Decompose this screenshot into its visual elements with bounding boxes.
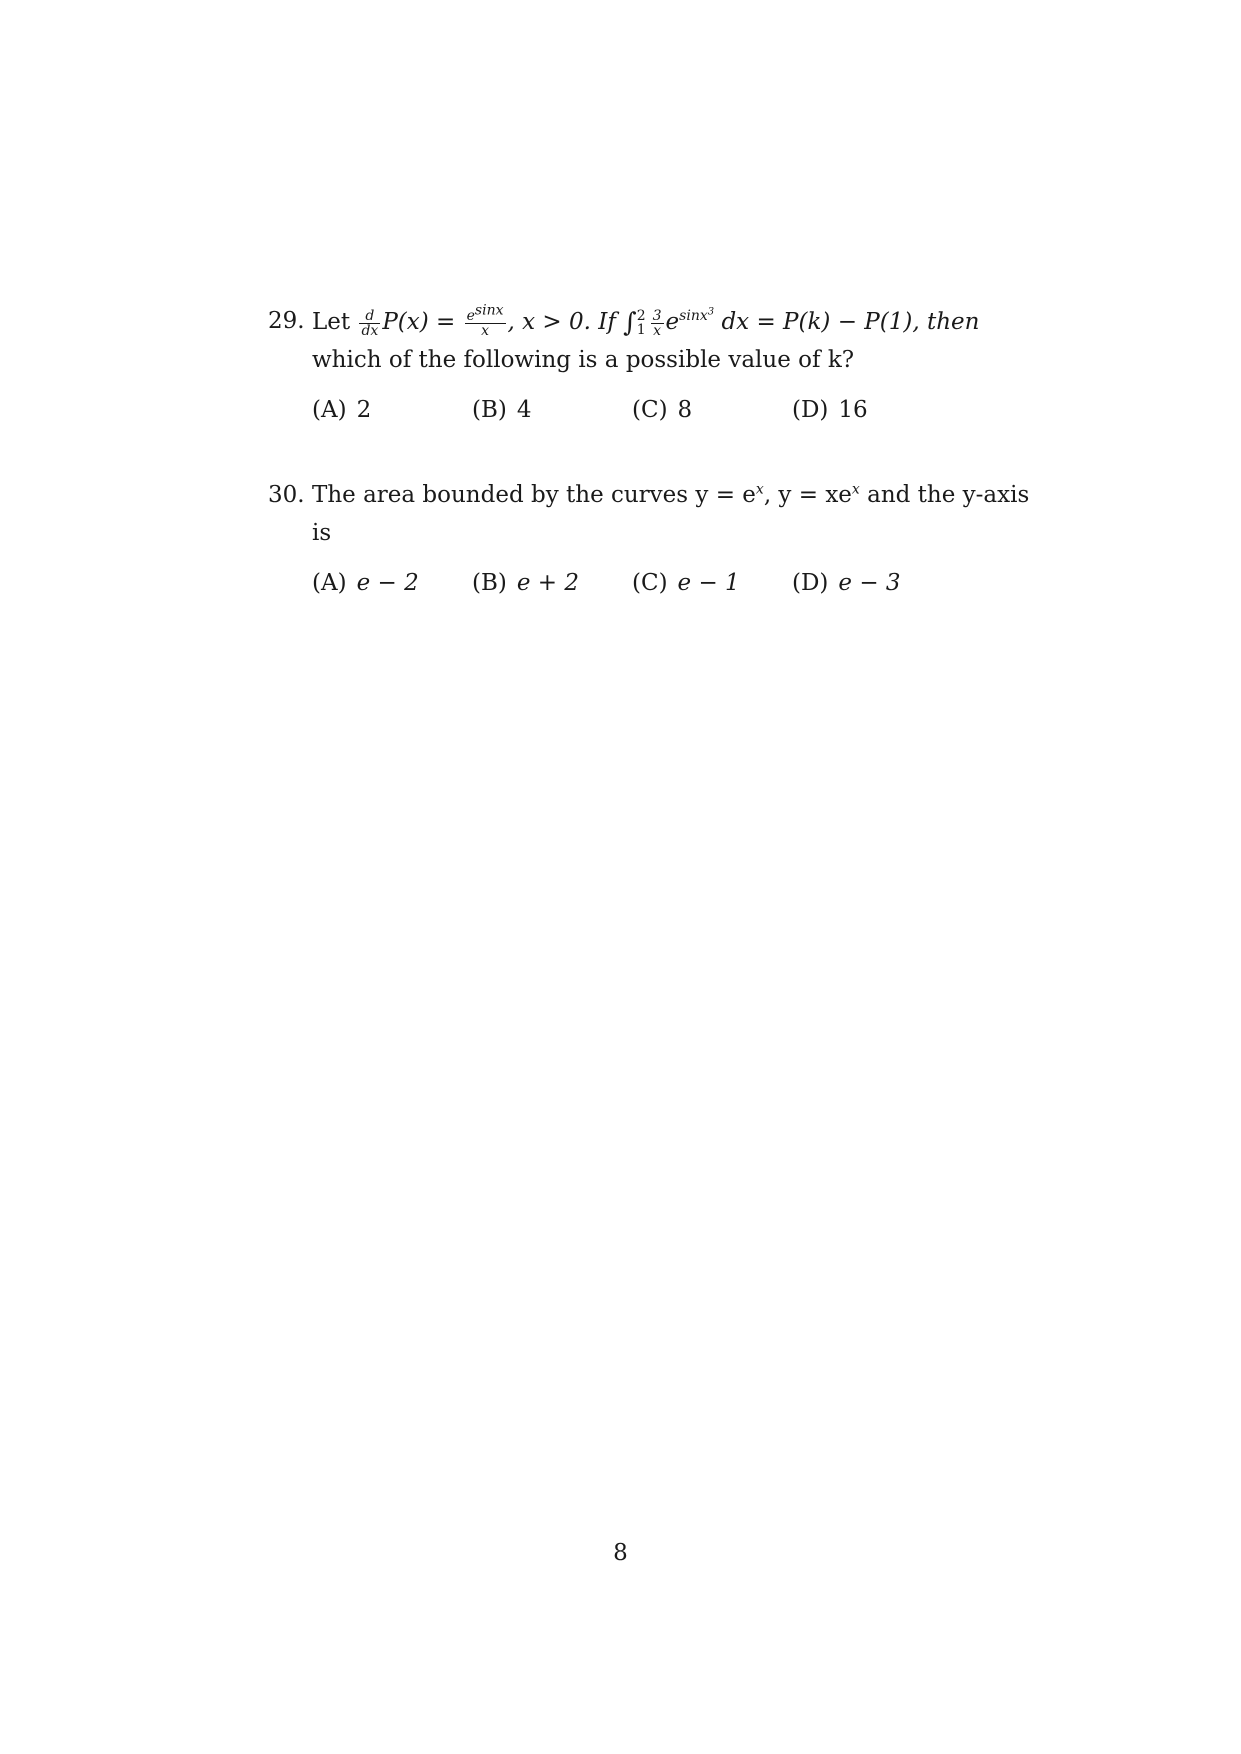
integral-limits: 2 1	[636, 308, 646, 338]
question-29-line-1	[268, 302, 988, 341]
question-30-text-mid: , y = xe	[763, 482, 852, 508]
question-29	[268, 302, 988, 431]
question-number: 29.	[268, 308, 305, 334]
option-a[interactable]: (A) 2	[312, 397, 372, 423]
p-of-x: P(x)	[382, 309, 429, 335]
exponent-x: x	[755, 481, 764, 498]
integral-result: dx = P(k) − P(1), then	[721, 309, 980, 335]
equals-sign: =	[436, 309, 456, 335]
question-30-text-start: The area bounded by the curves y = e	[312, 482, 756, 508]
option-d[interactable]: (D) e − 3	[792, 570, 901, 596]
option-c[interactable]: (C) 8	[632, 397, 693, 423]
fraction-3-over-x: $\frac{3}{x}$	[652, 307, 662, 339]
question-number: 30.	[268, 482, 305, 508]
integrand-exponential: $e^{sinx^3}$	[665, 306, 715, 335]
question-30-options	[268, 564, 988, 604]
option-a[interactable]: (A) e − 2	[312, 570, 419, 596]
exponent-x: x	[851, 481, 860, 498]
question-30-line-1	[268, 476, 1030, 514]
question-29-options	[268, 391, 988, 431]
question-29-line-2: which of the following is a possible value of k?	[312, 347, 855, 373]
question-30-text-end: and the y-axis	[859, 482, 1030, 508]
condition-text: , x > 0. If	[507, 309, 616, 335]
integral-sign: ∫	[623, 308, 637, 338]
option-d[interactable]: (D) 16	[792, 397, 868, 423]
page-number: 8	[613, 1540, 628, 1566]
option-b[interactable]: (B) e + 2	[472, 570, 579, 596]
option-c[interactable]: (C) e − 1	[632, 570, 740, 596]
option-b[interactable]: (B) 4	[472, 397, 532, 423]
derivative-operator: $\frac{d}{dx}$	[361, 307, 379, 339]
question-30-line-2: is	[312, 520, 332, 546]
let-word: Let	[312, 309, 351, 335]
fraction-esinx-over-x: $\frac{e^{sinx}}{x}$	[466, 301, 504, 339]
question-30	[268, 476, 1030, 604]
